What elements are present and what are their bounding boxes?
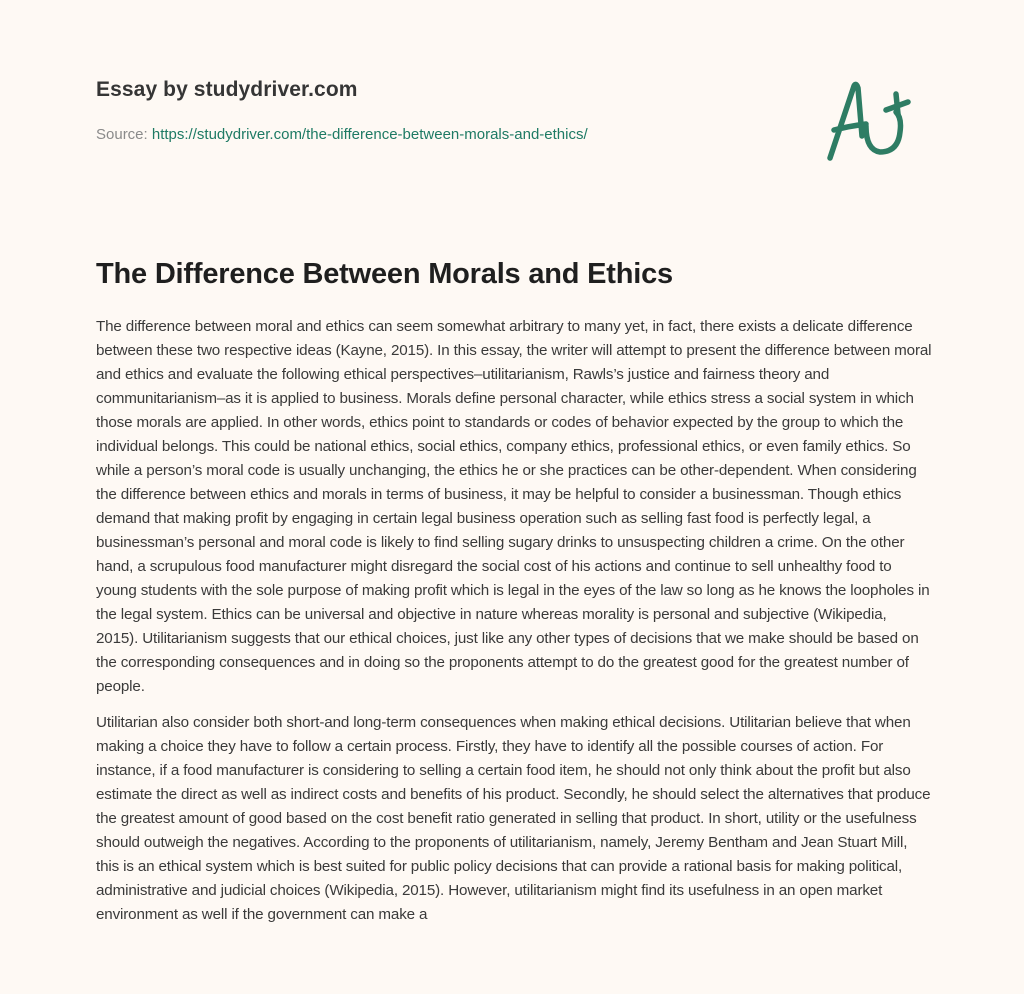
article-body [96,315,932,939]
article-paragraph: The difference between moral and ethics can seem somewhat arbitrary to many yet, in fact, there exists a delicate difference between these two respective ideas (Kayne, 2015). In this essay, the writer will attempt to present the difference between moral and ethics and evaluate the following ethical perspectives–utilitarianism, Rawls’s justice and fairness theory and communitarianism–as it is applied to business. Morals define personal character, while ethics stress a social system in which those morals are applied. In other words, ethics point to standards or codes of behavior expected by the group to which the individual belongs. This could be national ethics, social ethics, company ethics, professional ethics, or even family ethics. So while a person’s moral code is usually unchanging, the ethics he or she practices can be other-dependent. When considering the difference between ethics and morals in terms of business, it may be helpful to consider a businessman. Though ethics demand that making profit by engaging in certain legal business operation such as selling fast food is perfectly legal, a businessman’s personal and moral code is likely to find selling sugary drinks to unsuspecting children a crime. On the other hand, a scrupulous food manufacturer might disregard the social cost of his actions and continue to sell unhealthy food to young students with the sole purpose of making profit which is legal in the eyes of the law so long as he knows the loopholes in the legal system. Ethics can be universal and objective in nature whereas morality is personal and subjective (Wikipedia, 2015). Utilitarianism suggests that our ethical choices, just like any other types of decisions that we make should be based on the corresponding consequences and in doing so the proponents attempt to do the greatest good for the greatest number of people. [96,318,932,695]
site-header [96,76,796,145]
source-line [96,125,796,145]
article-paragraph: Utilitarian also consider both short-and long-term consequences when making ethical decisions. Utilitarian believe that when making a choice they have to follow a certain process. Firstly, they have to identify all the possible courses of action. For instance, if a food manufacturer is considering to selling a certain food item, he should not only think about the profit but also estimate the direct as well as indirect costs and benefits of his product. Secondly, he should select the alternatives that produce the greatest amount of good based on the cost benefit ratio generated in selling that product. In short, utility or the usefulness should outweigh the negatives. According to the proponents of utilitarianism, namely, Jeremy Bentham and Jean Stuart Mill, this is an ethical system which is best suited for public policy decisions that can provide a rational basis for making political, administrative and judicial choices (Wikipedia, 2015). However, utilitarianism might find its usefulness in an open market environment as well if the government can make a [96,714,931,923]
source-label: Source: [96,126,152,143]
brand-title: Essay by studydriver.com [96,78,358,101]
article-title: The Difference Between Morals and Ethics [96,258,673,290]
source-link[interactable]: https://studydriver.com/the-difference-between-morals-and-ethics/ [151,126,588,143]
a-plus-grade-icon [822,68,926,164]
